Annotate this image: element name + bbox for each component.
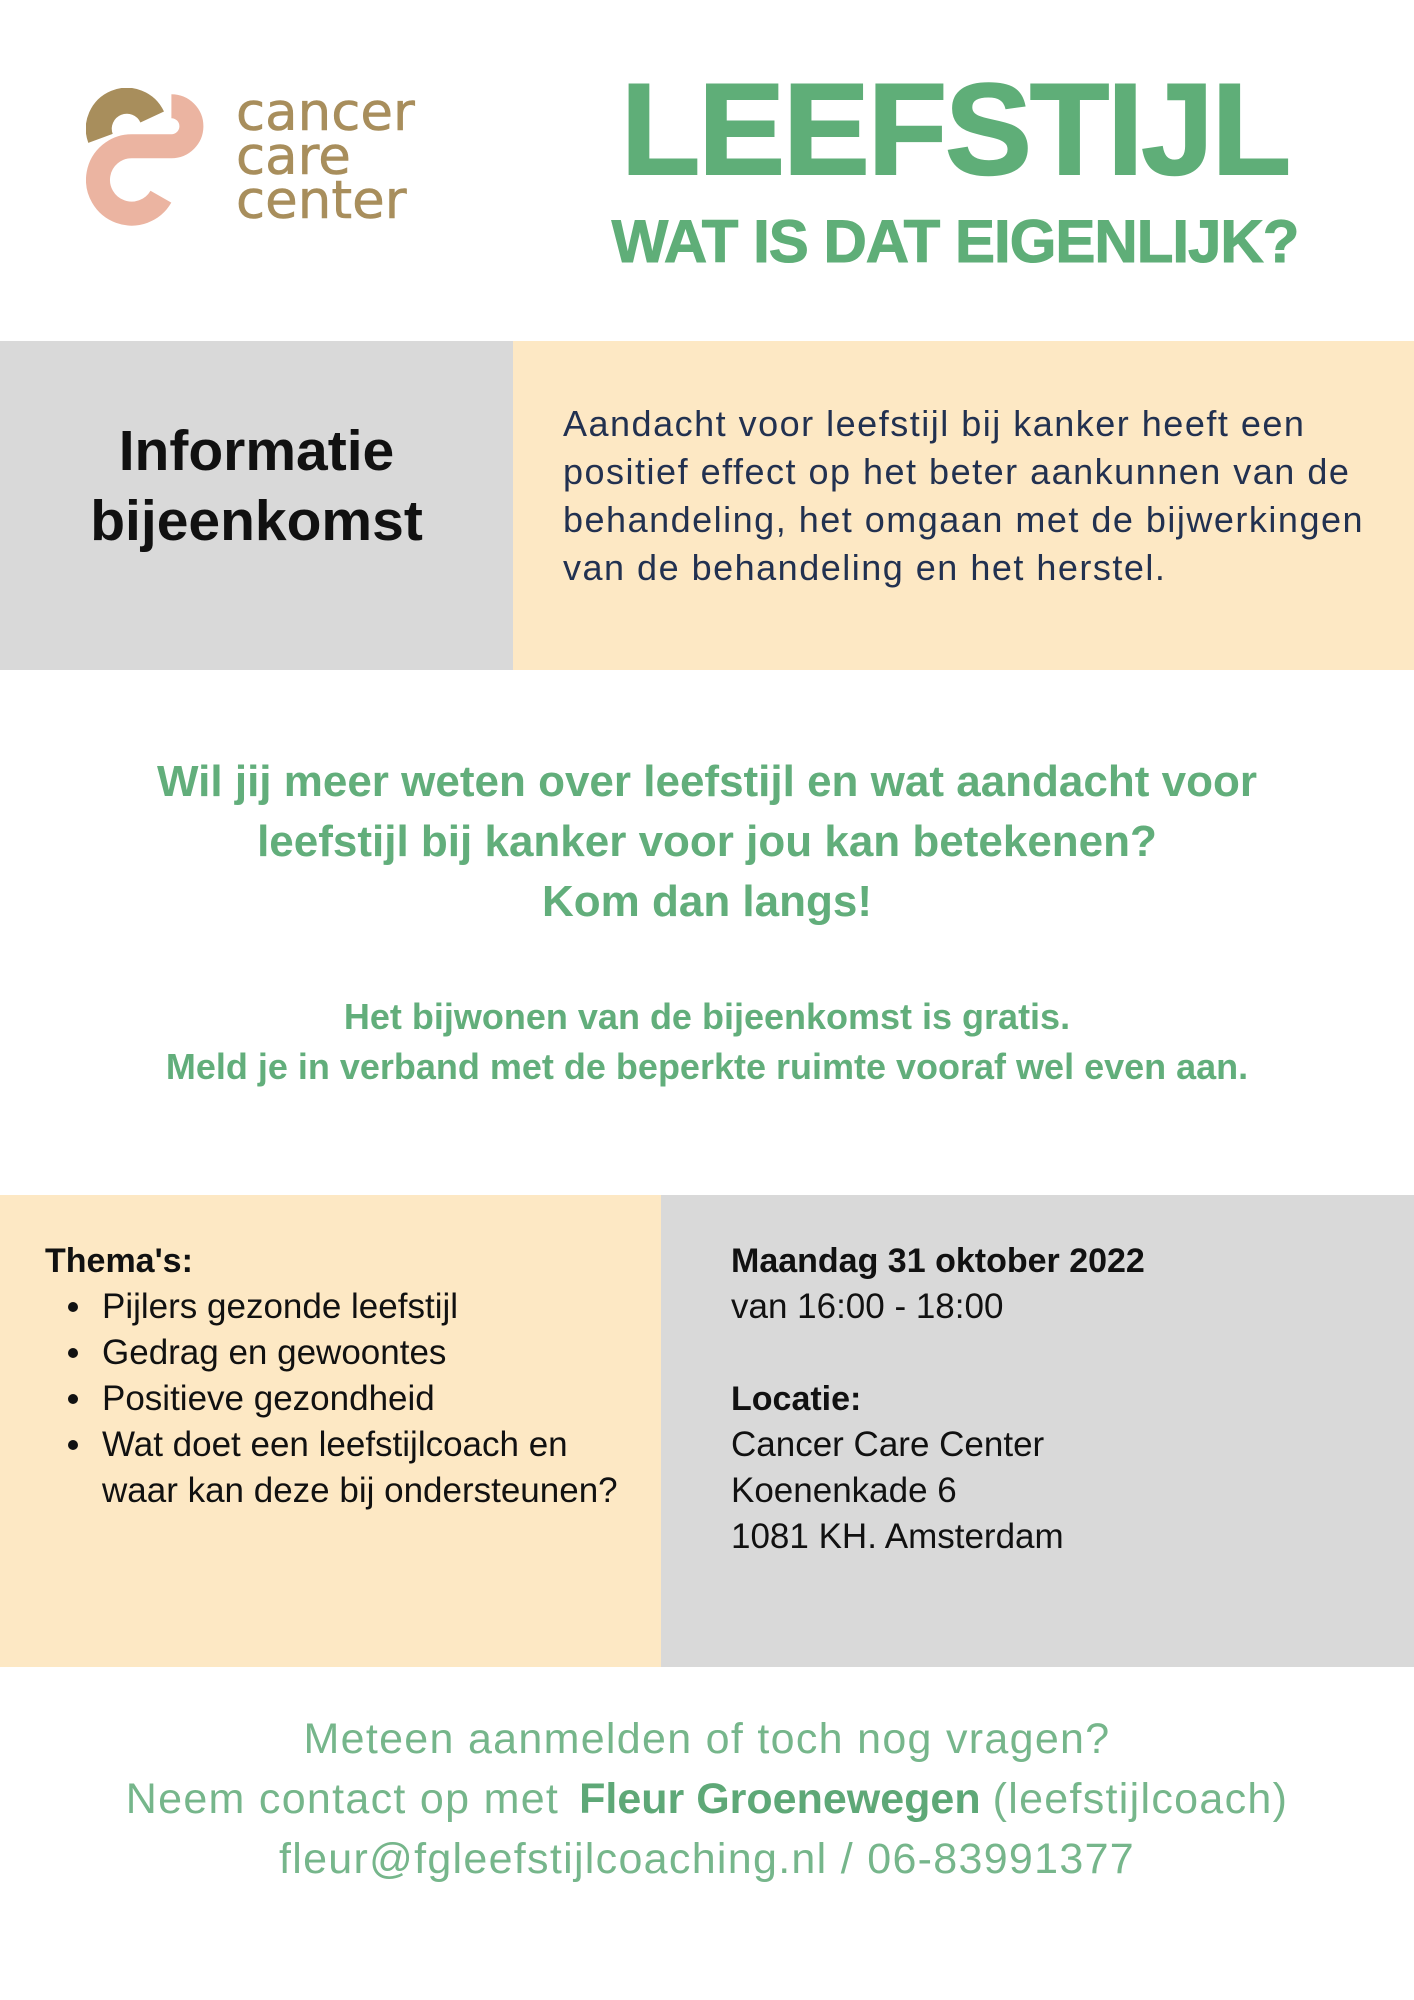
description-line: behandeling, het omgaan met de bijwerkingen [563, 499, 1365, 540]
contact-email-phone: fleur@fgleefstijlcoaching.nl / 06-83991377 [278, 1835, 1136, 1883]
invitation-note-line: Meld je in verband met de beperkte ruimte vooraf wel even aan. [165, 1046, 1249, 1087]
themes-content [45, 1238, 637, 1514]
list-item-text: Positieve gezondheid [102, 1379, 435, 1418]
themes-panel [0, 1195, 661, 1667]
event-time: van 16:00 - 18:00 [731, 1287, 1004, 1326]
address-line: Koenenkade 6 [731, 1471, 957, 1510]
invitation-line: leefstijl bij kanker voor jou kan betekenen? [257, 817, 1157, 866]
logo-gold-arc [99, 101, 152, 139]
address-line: Cancer Care Center [731, 1425, 1045, 1464]
cancer-care-center-logo-icon [86, 88, 206, 228]
contact-question: Meteen aanmelden of toch nog vragen? [303, 1715, 1111, 1763]
logo-text-line: center [236, 170, 407, 231]
invitation-line: Wil jij meer weten over leefstijl en wat aandacht voor [157, 757, 1257, 806]
contact-section [0, 1709, 1414, 1889]
event-details [731, 1238, 1145, 1560]
info-label-line: bijeenkomst [90, 489, 423, 553]
list-item [45, 1376, 637, 1422]
bullet-icon [68, 1302, 78, 1312]
bullet-icon [68, 1440, 78, 1450]
bullet-icon [68, 1348, 78, 1358]
location-heading: Locatie: [731, 1380, 862, 1418]
logo-wordmark [236, 82, 415, 231]
spacer [731, 1330, 1145, 1376]
info-label [0, 416, 513, 556]
info-description [563, 400, 1364, 592]
list-item-text: Pijlers gezonde leefstijl [102, 1287, 459, 1326]
event-details-panel [661, 1195, 1414, 1667]
invitation-text [0, 752, 1414, 932]
contact-role: (leefstijlcoach) [992, 1775, 1289, 1823]
list-item [45, 1330, 637, 1376]
themes-list [45, 1284, 637, 1514]
invitation-note [0, 992, 1414, 1092]
contact-person-line [0, 1769, 1414, 1829]
description-line: positief effect op het beter aankunnen van de [563, 451, 1351, 492]
description-line: Aandacht voor leefstijl bij kanker heeft een [563, 403, 1306, 444]
list-item-text: Gedrag en gewoontes [102, 1333, 447, 1372]
list-item [45, 1422, 637, 1514]
page-subtitle: WAT IS DAT EIGENLIJK? [611, 208, 1299, 275]
invitation-note-line: Het bijwonen van de bijeenkomst is gratis. [343, 996, 1071, 1037]
address-line: 1081 KH. Amsterdam [731, 1517, 1064, 1556]
event-date: Maandag 31 oktober 2022 [731, 1242, 1145, 1280]
logo-text-line: cancer [236, 82, 415, 143]
bullet-icon [68, 1394, 78, 1404]
info-label-line: Informatie [118, 419, 395, 483]
contact-prefix: Neem contact op met [125, 1775, 560, 1823]
themes-heading: Thema's: [45, 1242, 193, 1280]
contact-name: Fleur Groenewegen [579, 1775, 981, 1823]
page-title: LEEFSTIJL [620, 56, 1290, 202]
list-item [45, 1284, 637, 1330]
description-line: van de behandeling en het herstel. [563, 547, 1167, 588]
invitation-line: Kom dan langs! [541, 877, 873, 926]
list-item-text: Wat doet een leefstijlcoach en waar kan deze bij ondersteunen? [102, 1425, 618, 1510]
logo-text-line: care [236, 126, 351, 187]
